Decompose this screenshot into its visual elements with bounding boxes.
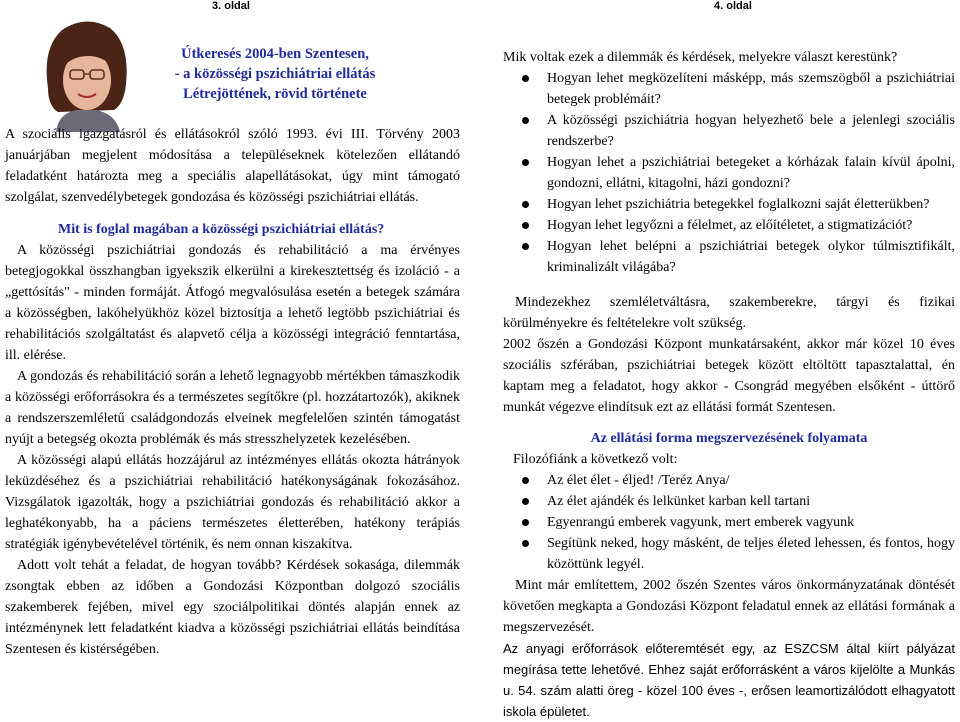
list-item: A közösségi pszichiátria hogyan helyezhető bele a jelenlegi szociális rendszerbe? xyxy=(503,110,955,152)
left-column xyxy=(5,0,460,660)
page-number-left: 3. oldal xyxy=(212,0,250,12)
bullet-icon xyxy=(522,243,529,250)
list-item: Hogyan lehet megközelíteni másképp, más szemszögből a pszichiátriai betegek problémáit? xyxy=(503,68,955,110)
paragraph: A gondozás és rehabilitáció során a lehető legnagyobb mértékben támaszkodik a közösségi erőforrásokra és a természetes segítőkre (pl. hozzátartozók), akiknek a rendszerszemléletű családgondozás elveinek megfelelően szintén támogatást nyújt a betegség okozta problémák és más stresszhelyzetek kezelésében. xyxy=(5,369,460,447)
section-heading: Az ellátási forma megszervezésének folyamata xyxy=(590,431,868,446)
list-item: Hogyan lehet legyőzni a félelmet, az előítéletet, a stigmatizációt? xyxy=(503,215,955,236)
paragraph: A közösségi alapú ellátás hozzájárul az intézményes ellátás okozta hátrányok leküzdéséhez és a pszichiátriai rehabilitáció hatékonyságának fokozásához. Vizsgálatok igazolták, hogy a pszichiátriai gondozás és rehabilitáció akkor a leghatékonyabb, ha a páciens természetes életterében, hatékony terápiás stratégiák igénybevételével történik, és nem onnan kiszakítva. xyxy=(5,453,460,552)
paragraph: Mindezekhez szemléletváltásra, szakemberekre, tárgyi és fizikai körülményekre és feltételekre volt szükség. xyxy=(503,295,955,331)
question-list xyxy=(503,68,955,278)
paragraph: Mint már említettem, 2002 őszén Szentes város önkormányzatának döntését követően megkapta a Gondozási Központ feladatul ennek az ellátási formának a megszervezését. xyxy=(503,578,955,635)
list-item: Egyenrangú emberek vagyunk, mert emberek vagyunk xyxy=(503,512,955,533)
list-item: Hogyan lehet a pszichiátriai betegeket a kórházak falain kívül ápolni, gondozni, ellátni, kitagolni, házi gondozni? xyxy=(503,152,955,194)
section-heading: Mit is foglal magában a közösségi pszichiátriai ellátás? xyxy=(58,222,385,237)
list-item: Az élet élet - éljed! /Teréz Anya/ xyxy=(503,470,955,491)
page-number-right: 4. oldal xyxy=(714,0,752,12)
list-item: Segítünk neked, hogy másként, de teljes életed lehessen, és fontos, hogy közöttünk legyél. xyxy=(503,533,955,575)
title-line: Útkeresés 2004-ben Szentesen, xyxy=(181,46,369,62)
paragraph: Adott volt tehát a feladat, de hogyan tovább? Kérdések sokasága, dilemmák zsongtak ebben az időben a Gondozási Központban dolgozó szociális szakemberek fejében, mivel egy szociálpolitikai döntés alapján ennek az intézménynek lett feladatként kiadva a közösségi pszichiátriai ellátás beindítása Szentesen és kistérségében. xyxy=(5,558,460,657)
bullet-icon xyxy=(522,159,529,166)
bullet-icon xyxy=(522,540,529,547)
bullet-icon xyxy=(522,222,529,229)
bullet-icon xyxy=(522,498,529,505)
list-item: Hogyan lehet pszichiátria betegekkel foglalkozni saját életterükben? xyxy=(503,194,955,215)
paragraph: 2002 őszén a Gondozási Központ munkatársaként, akkor már közel 10 éves szociális szférában, pszichiátriai betegek között eltöltött tapasztalattal, én kaptam meg a feladatot, hogy akkor - Csongrád megyében elsőként - úttörő munkát végezve elindítsuk ezt az ellátási formát Szentesen. xyxy=(503,337,955,415)
paragraph: A közösségi pszichiátriai gondozás és rehabilitáció a ma érvényes betegjogokkal összhangban igyekszik elkerülni a kirekesztettség és izoláció - a „gettósítás" - minden formáját. Átfogó megvalósulása esetén a betegek számára a közösségben, lakóhelyükhöz közel biztosítja a lehető legtöbb pszichiátriai és rehabilitációs szolgáltatást és alapvető célja a közösségi integráció fenntartása, ill. elérése. xyxy=(5,243,460,363)
paragraph: Mik voltak ezek a dilemmák és kérdések, melyekre választ kerestünk? xyxy=(503,50,898,65)
paragraph: Filozófiánk a következő volt: xyxy=(513,452,678,467)
list-item: Az élet ajándék és lelkünket karban kell tartani xyxy=(503,491,955,512)
bullet-icon xyxy=(522,201,529,208)
title-line: Létrejöttének, rövid története xyxy=(183,86,367,102)
right-column xyxy=(503,0,955,722)
bullet-icon xyxy=(522,519,529,526)
philosophy-list xyxy=(503,470,955,575)
title-line: - a közösségi pszichiátriai ellátás xyxy=(174,66,376,82)
bullet-icon xyxy=(522,477,529,484)
bullet-icon xyxy=(522,117,529,124)
bullet-icon xyxy=(522,75,529,82)
paragraph: Az anyagi erőforrások előteremtését egy, az ESZCSM által kiírt pályázat megírása tette lehetővé. Ehhez saját erőforrásként a város kijelölte a Munkás u. 54. szám alatti öreg - közel 100 éves -, erősen leamortizálódott elhagyatott iskola épületet. xyxy=(503,641,955,719)
paragraph: A szociális igazgatásról és ellátásokról szóló 1993. évi III. Törvény 2003 januárjában megjelent módosítása a településeknek kötelezően ellátandó feladatként határozta meg a speciális alapellátásokat, úgy mint támogató szolgálat, szenvedélybetegek gondozása és közösségi pszichiátriai ellátás. xyxy=(5,127,460,205)
list-item: Hogyan lehet belépni a pszichiátriai betegek olykor túlmisztifikált, kriminalizált világába? xyxy=(503,236,955,278)
